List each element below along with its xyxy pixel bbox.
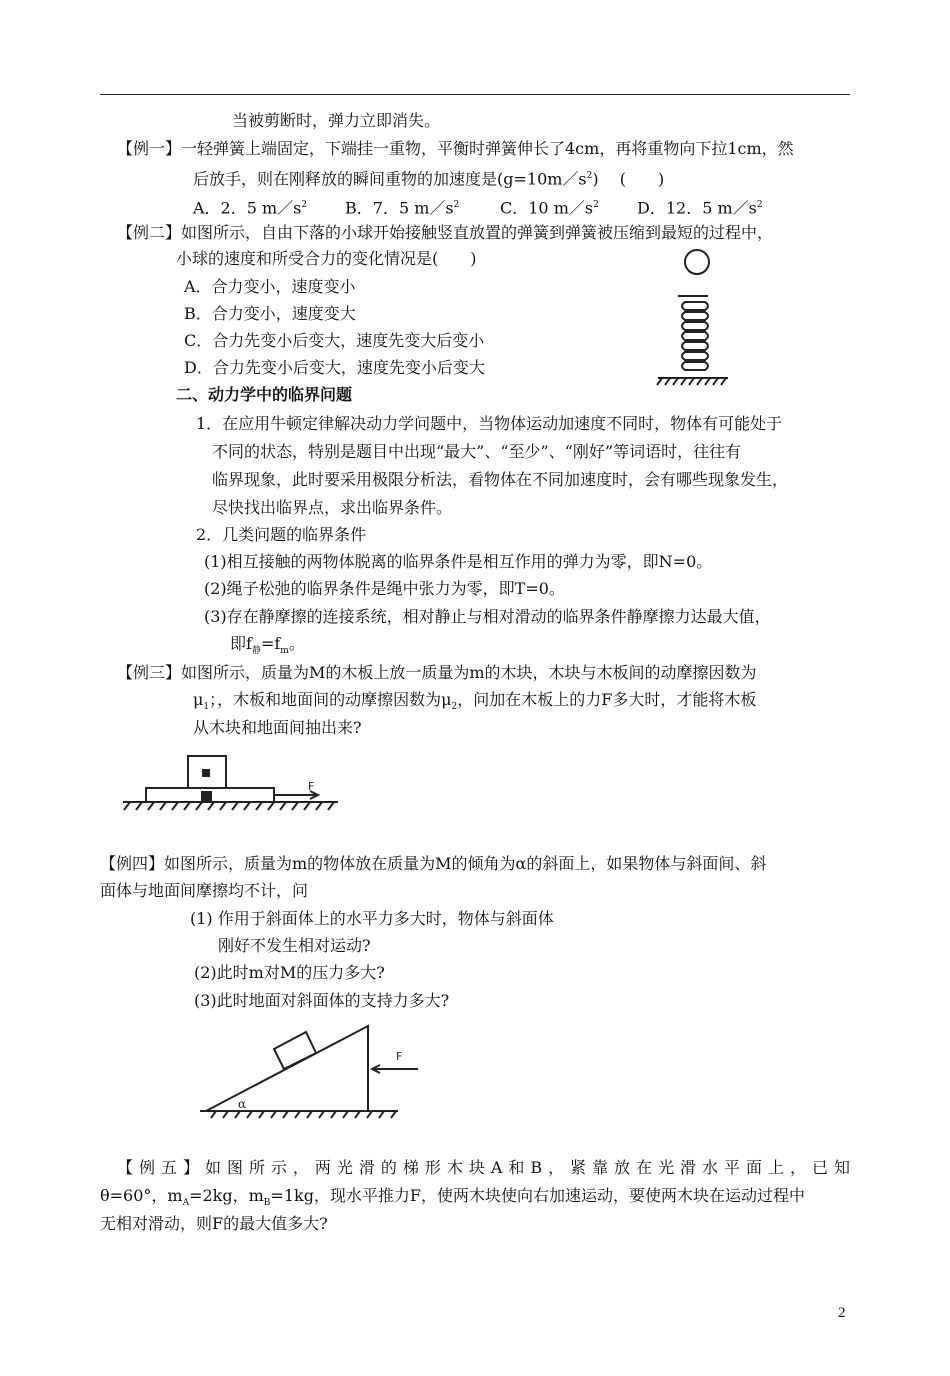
board-marker [202, 792, 211, 802]
condition-3-line1: (3)存在静摩擦的连接系统，相对静止与相对滑动的临界条件静摩擦力达最大值， [204, 607, 771, 626]
ex4-q3: (3)此时地面对斜面体的支持力多大? [194, 991, 450, 1010]
condition-3-line2: 即$f_静=f_m$。 [230, 634, 305, 657]
ex5-line1: 【例五】如图所示，两光滑的梯形木块A和B，紧靠放在光滑水平面上，已知 [117, 1158, 850, 1177]
ex3-line1: 【例三】如图所示，质量为M的木板上放一质量为m的木块，木块与木板间的动摩擦因数为 [117, 663, 757, 682]
ex3-line3: 从木块和地面间抽出来? [193, 718, 362, 737]
ex1-option-c: C．10 $m/s^2$ [500, 198, 599, 218]
ex4-line1: 【例四】如图所示，质量为m的物体放在质量为M的倾角为α的斜面上，如果物体与斜面间、斜 [100, 854, 767, 873]
ex2-line1: 【例二】如图所示，自由下落的小球开始接触竖直放置的弹簧到弹簧被压缩到最短的过程中， [117, 223, 774, 242]
ex1-option-a: A．2．5 $m/s^2$ [193, 198, 308, 218]
force-label: F [308, 780, 315, 793]
ex1-option-b: B．7．5 $m/s^2$ [345, 198, 460, 218]
ground-hatch [657, 378, 726, 385]
section-p1-line2: 不同的状态，特别是题目中出现“最大”、“至少”、“刚好”等词语时，往往有 [212, 442, 742, 461]
incline-force-label: F [396, 1050, 403, 1063]
ex2-option-c: C．合力先变小后变大，速度先变大后变小 [184, 331, 485, 350]
condition-1: (1)相互接触的两物体脱离的临界条件是相互作用的弹力为零，即N=0。 [204, 552, 713, 571]
condition-2: (2)绳子松弛的临界条件是绳中张力为零，即T=0。 [204, 579, 565, 598]
section-p1-line3: 临界现象，此时要采用极限分析法，看物体在不同加速度时，会有哪些现象发生， [212, 470, 789, 489]
incline-ground-hatch [211, 1111, 396, 1118]
ex2-option-a: A．合力变小，速度变小 [184, 277, 356, 296]
board-block-figure [118, 748, 353, 823]
page-number: 2 [838, 1305, 846, 1321]
section-p1-line1: 1．在应用牛顿定律解决动力学问题中，当物体运动加速度不同时，物体有可能处于 [196, 414, 783, 433]
ex3-line2: $\mu_1$；，木板和地面间的动摩擦因数为$\mu_2$，问加在木板上的力F多大时，才能将木板 [193, 690, 757, 713]
section-heading: 二、动力学中的临界问题 [176, 385, 353, 404]
ex2-option-d: D．合力先变小后变大，速度先变小后变大 [184, 358, 485, 377]
incline-figure [198, 1022, 438, 1122]
ex5-line2: θ=60°，$m_A=2kg$，$m_B=1kg$，现水平推力F，使两木块使向右加速运动，要使两木块在运动过程中 [100, 1186, 806, 1209]
ex4-q1-line1: (1) 作用于斜面体上的水平力多大时，物体与斜面体 [190, 909, 554, 928]
spring-coils [682, 302, 708, 370]
section-p1-line4: 尽快找出临界点，求出临界条件。 [212, 498, 453, 517]
ex2-line2: 小球的速度和所受合力的变化情况是( ) [176, 249, 477, 268]
angle-label: α [238, 1097, 247, 1111]
ex4-q1-line2: 刚好不发生相对运动? [218, 936, 371, 955]
ex5-line3: 无相对滑动，则F的最大值多大? [100, 1214, 328, 1233]
ex1-line2: 后放手，则在刚释放的瞬间重物的加速度是$(g=10m/s^2)$ ( ) [193, 169, 665, 189]
intro-line: 当被剪断时，弹力立即消失。 [232, 111, 441, 130]
ex4-q2: (2)此时m对M的压力多大? [194, 963, 385, 982]
ex2-option-b: B．合力变小，速度变大 [184, 304, 356, 323]
incline-block [274, 1032, 316, 1069]
ex4-line2: 面体与地面间摩擦均不计，问 [100, 881, 309, 900]
spring-ball-figure [650, 245, 740, 390]
block-dot [203, 770, 209, 776]
floor-hatch [124, 802, 334, 810]
header-rule [100, 94, 850, 95]
ball [685, 250, 709, 274]
ex1-line1: 【例一】一轻弹簧上端固定，下端挂一重物，平衡时弹簧伸长了4cm，再将重物向下拉1cm，然 [117, 139, 794, 158]
ex1-option-d: D．12．5 $m/s^2$ [637, 198, 763, 218]
section-p2: 2．几类问题的临界条件 [196, 525, 367, 544]
